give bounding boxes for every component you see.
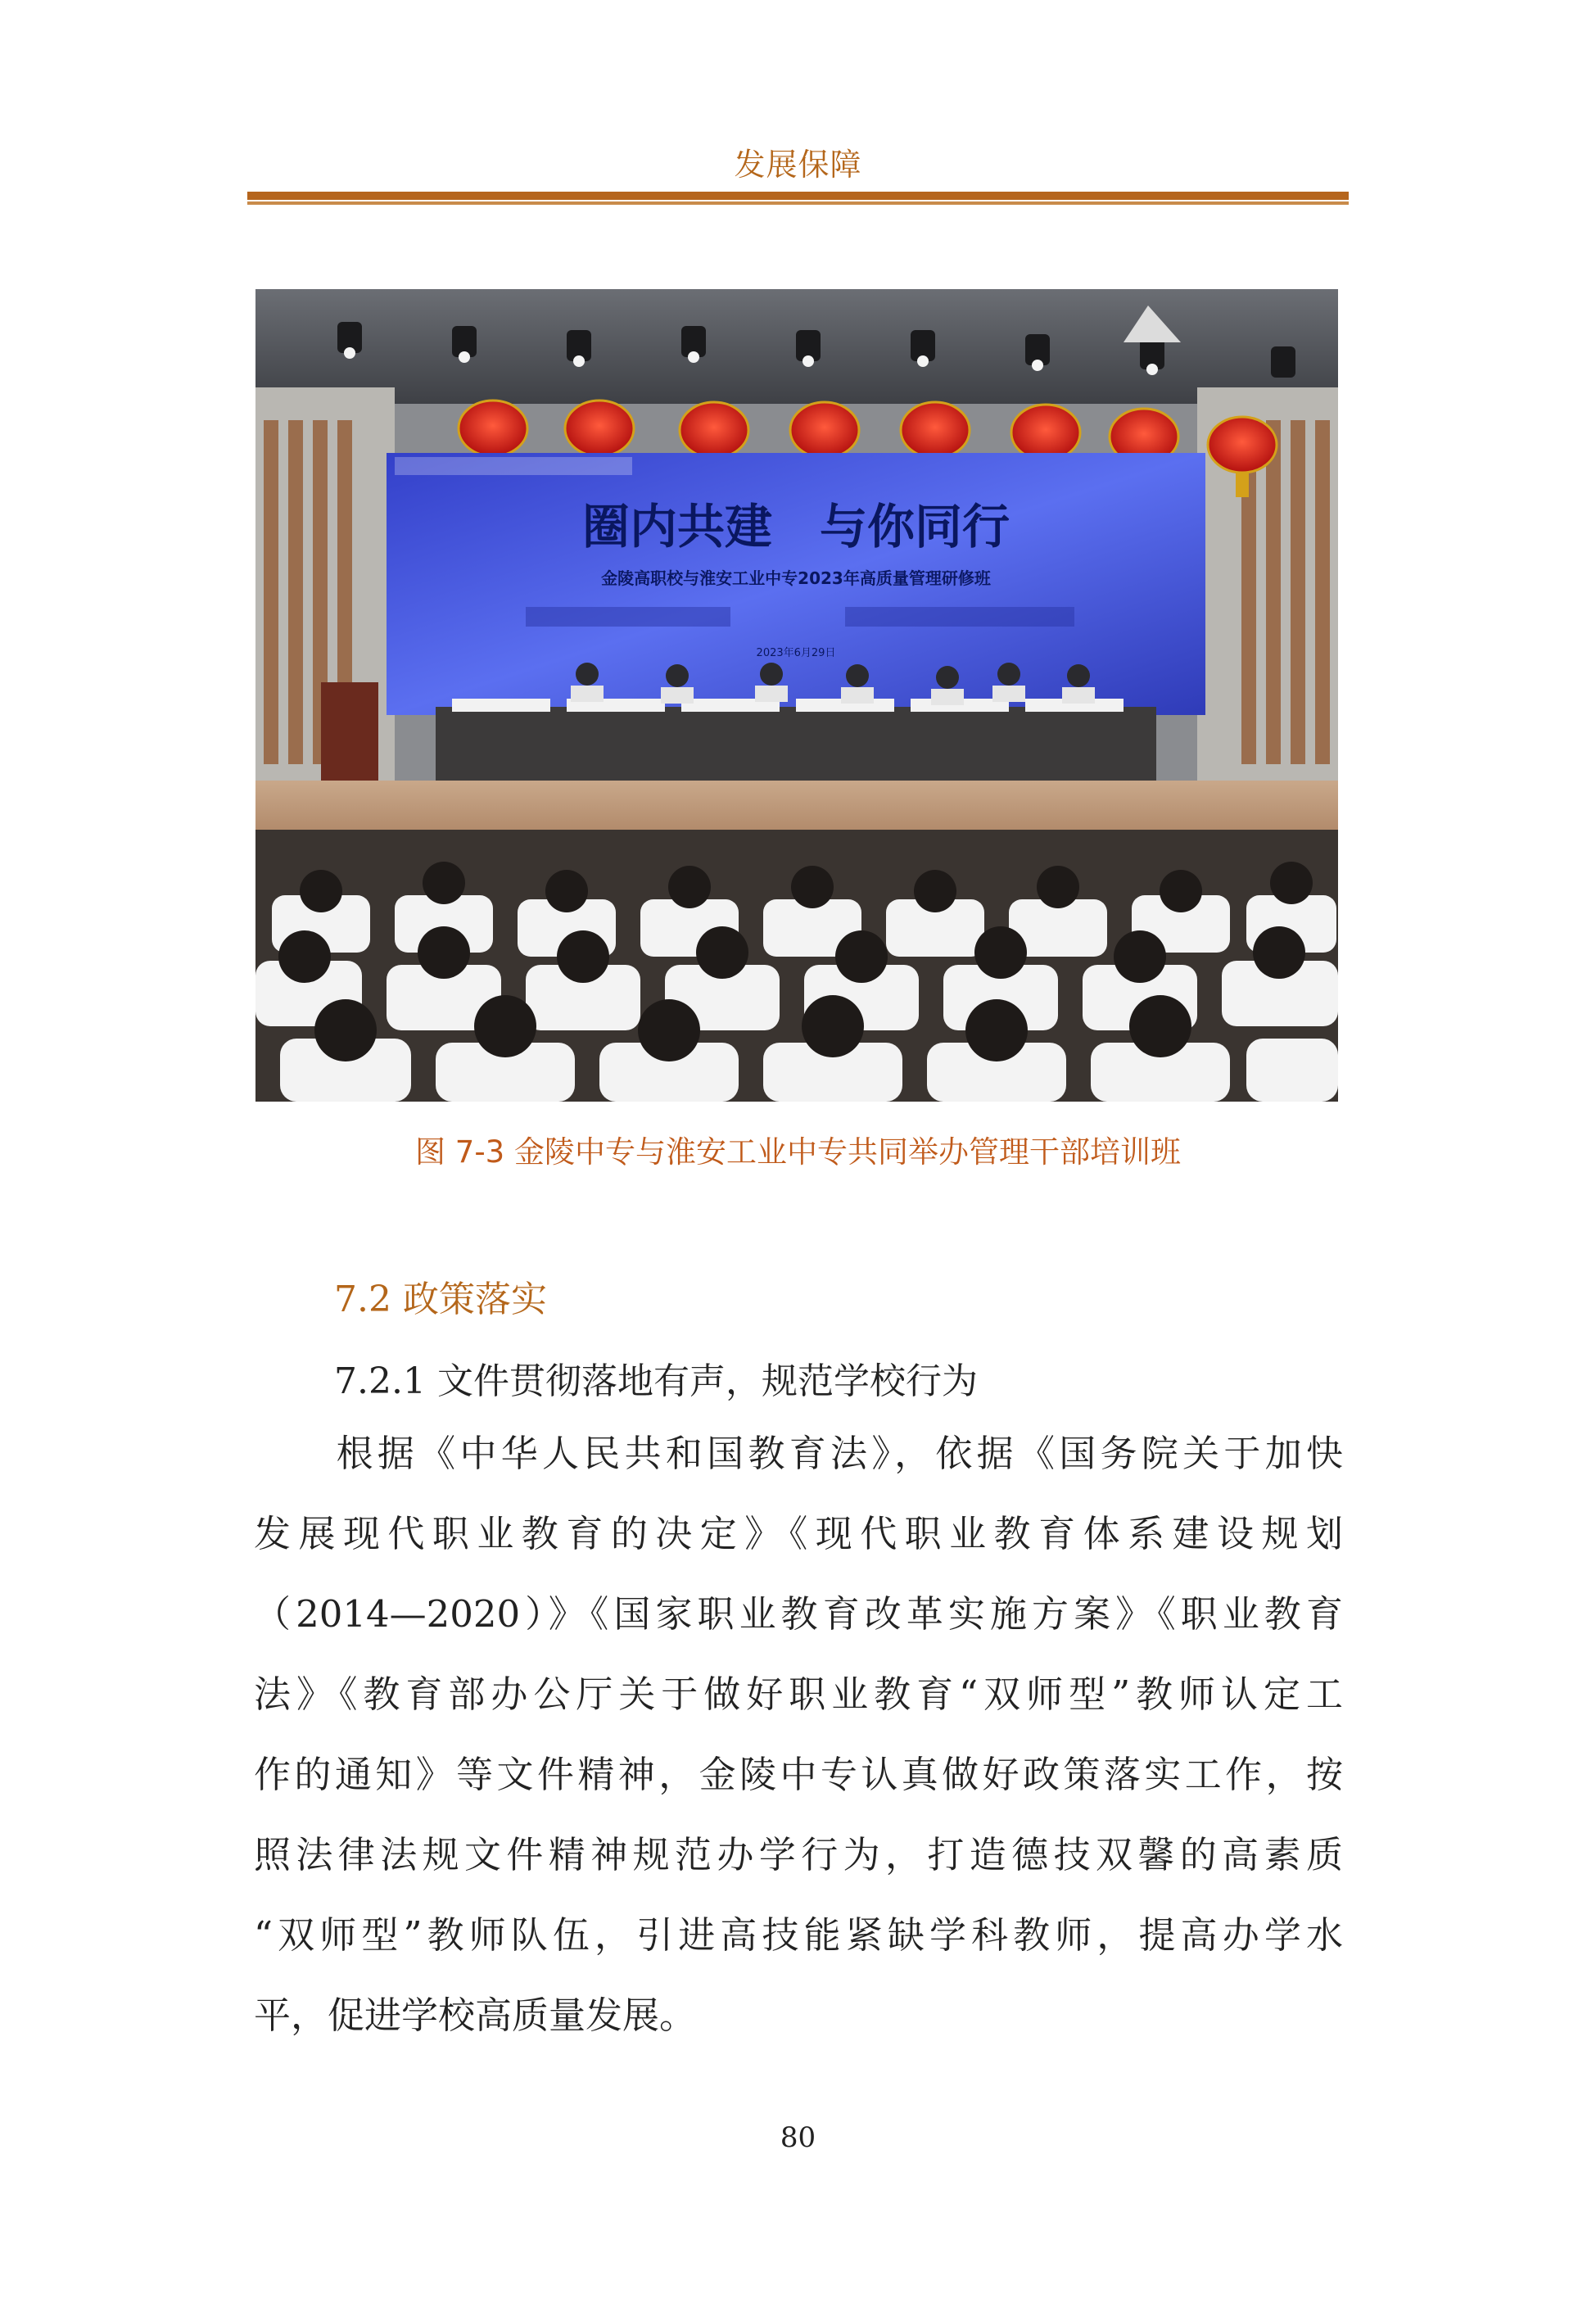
header-rule [247, 192, 1349, 205]
conference-photo [255, 289, 1338, 1102]
screen-subtitle: 金陵高职校与淮安工业中专2023年高质量管理研修班 [601, 568, 991, 588]
paragraph-line: 平，促进学校高质量发展。 [254, 1994, 697, 2037]
header-section-title: 发展保障 [734, 147, 862, 183]
screen-title: 圈内共建 与你同行 [581, 499, 1010, 554]
paragraph-line: （2014—2020）》《国家职业教育改革实施方案》《职业教育 [254, 1592, 1343, 1636]
header-rule-thin [247, 201, 1349, 205]
section-heading: 7.2 政策落实 [334, 1279, 547, 1320]
paragraph-line: 法》《教育部办公厅关于做好职业教育“双师型”教师认定工 [254, 1672, 1343, 1716]
header-rule-thick [247, 192, 1349, 200]
paragraph-line: “双师型”教师队伍，引进高技能紧缺学科教师，提高办学水 [254, 1913, 1343, 1957]
sub-heading: 7.2.1 文件贯彻落地有声，规范学校行为 [334, 1360, 978, 1402]
figure-caption: 图 7-3 金陵中专与淮安工业中专共同举办管理干部培训班 [415, 1134, 1181, 1170]
page-number: 80 [780, 2121, 816, 2154]
paragraph-line: 作的通知》等文件精神，金陵中专认真做好政策落实工作，按 [254, 1753, 1343, 1796]
paragraph-line: 照法律法规文件精神规范办学行为，打造德技双馨的高素质 [254, 1833, 1343, 1876]
screen-date: 2023年6月29日 [756, 647, 836, 659]
paragraph-line: 根据《中华人民共和国教育法》，依据《国务院关于加快 [254, 1432, 1343, 1475]
paragraph-line: 发展现代职业教育的决定》《现代职业教育体系建设规划 [254, 1512, 1343, 1555]
